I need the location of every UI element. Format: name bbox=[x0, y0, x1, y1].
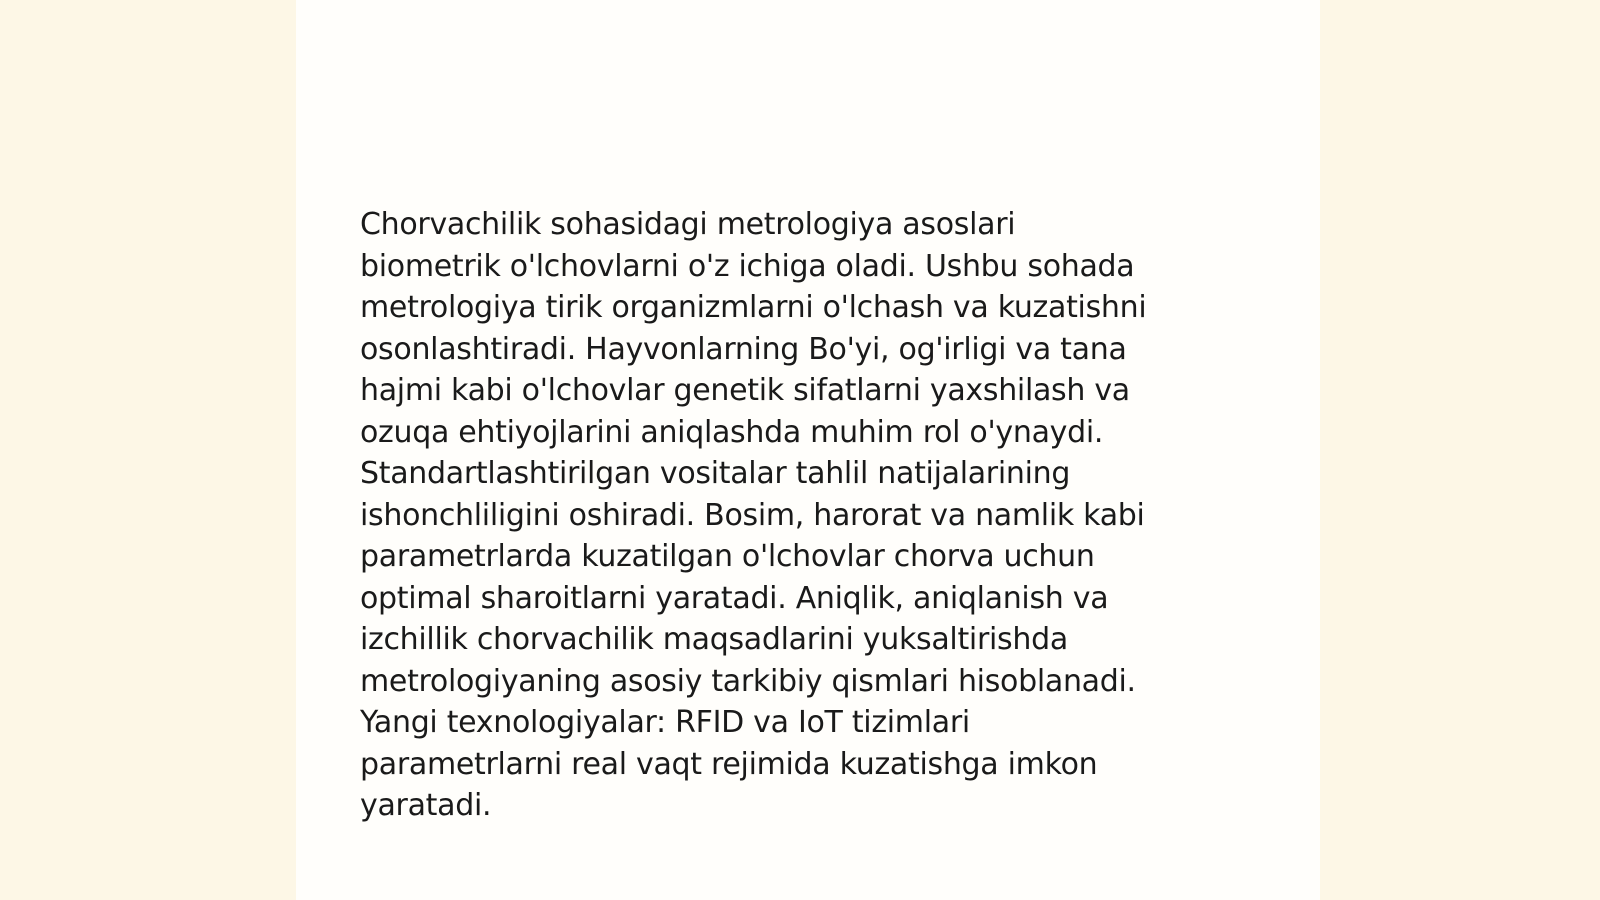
body-paragraph bbox=[360, 204, 1260, 827]
text-line: hajmi kabi o'lchovlar genetik sifatlarni yaxshilash va bbox=[360, 373, 1130, 408]
text-line: ishonchliligini oshiradi. Bosim, harorat va namlik kabi bbox=[360, 497, 1145, 533]
text-line: parametrlarda kuzatilgan o'lchovlar chorva uchun bbox=[360, 539, 1095, 574]
text-line: Chorvachilik sohasidagi metrologiya asoslari bbox=[360, 207, 1016, 242]
text-line: optimal sharoitlarni yaratadi. Aniqlik, aniqlanish va bbox=[360, 580, 1109, 616]
text-line: yaratadi. bbox=[360, 788, 492, 823]
text-line: osonlashtiradi. Hayvonlarning Bo'yi, og'irligi va tana bbox=[360, 331, 1127, 367]
text-line: metrologiyaning asosiy tarkibiy qismlari hisoblanadi. bbox=[360, 663, 1136, 699]
document-page bbox=[296, 0, 1320, 900]
text-line: Yangi texnologiyalar: RFID va IoT tizimlari bbox=[360, 705, 970, 740]
text-line: Standartlashtirilgan vositalar tahlil natijalarining bbox=[360, 456, 1071, 491]
text-line: ozuqa ehtiyojlarini aniqlashda muhim rol o'ynaydi. bbox=[360, 414, 1104, 450]
text-line: biometrik o'lchovlarni o'z ichiga oladi. Ushbu sohada bbox=[360, 248, 1135, 284]
text-line: parametrlarni real vaqt rejimida kuzatishga imkon bbox=[360, 746, 1098, 782]
text-line: metrologiya tirik organizmlarni o'lchash va kuzatishni bbox=[360, 290, 1147, 325]
text-line: izchillik chorvachilik maqsadlarini yuksaltirishda bbox=[360, 622, 1068, 657]
